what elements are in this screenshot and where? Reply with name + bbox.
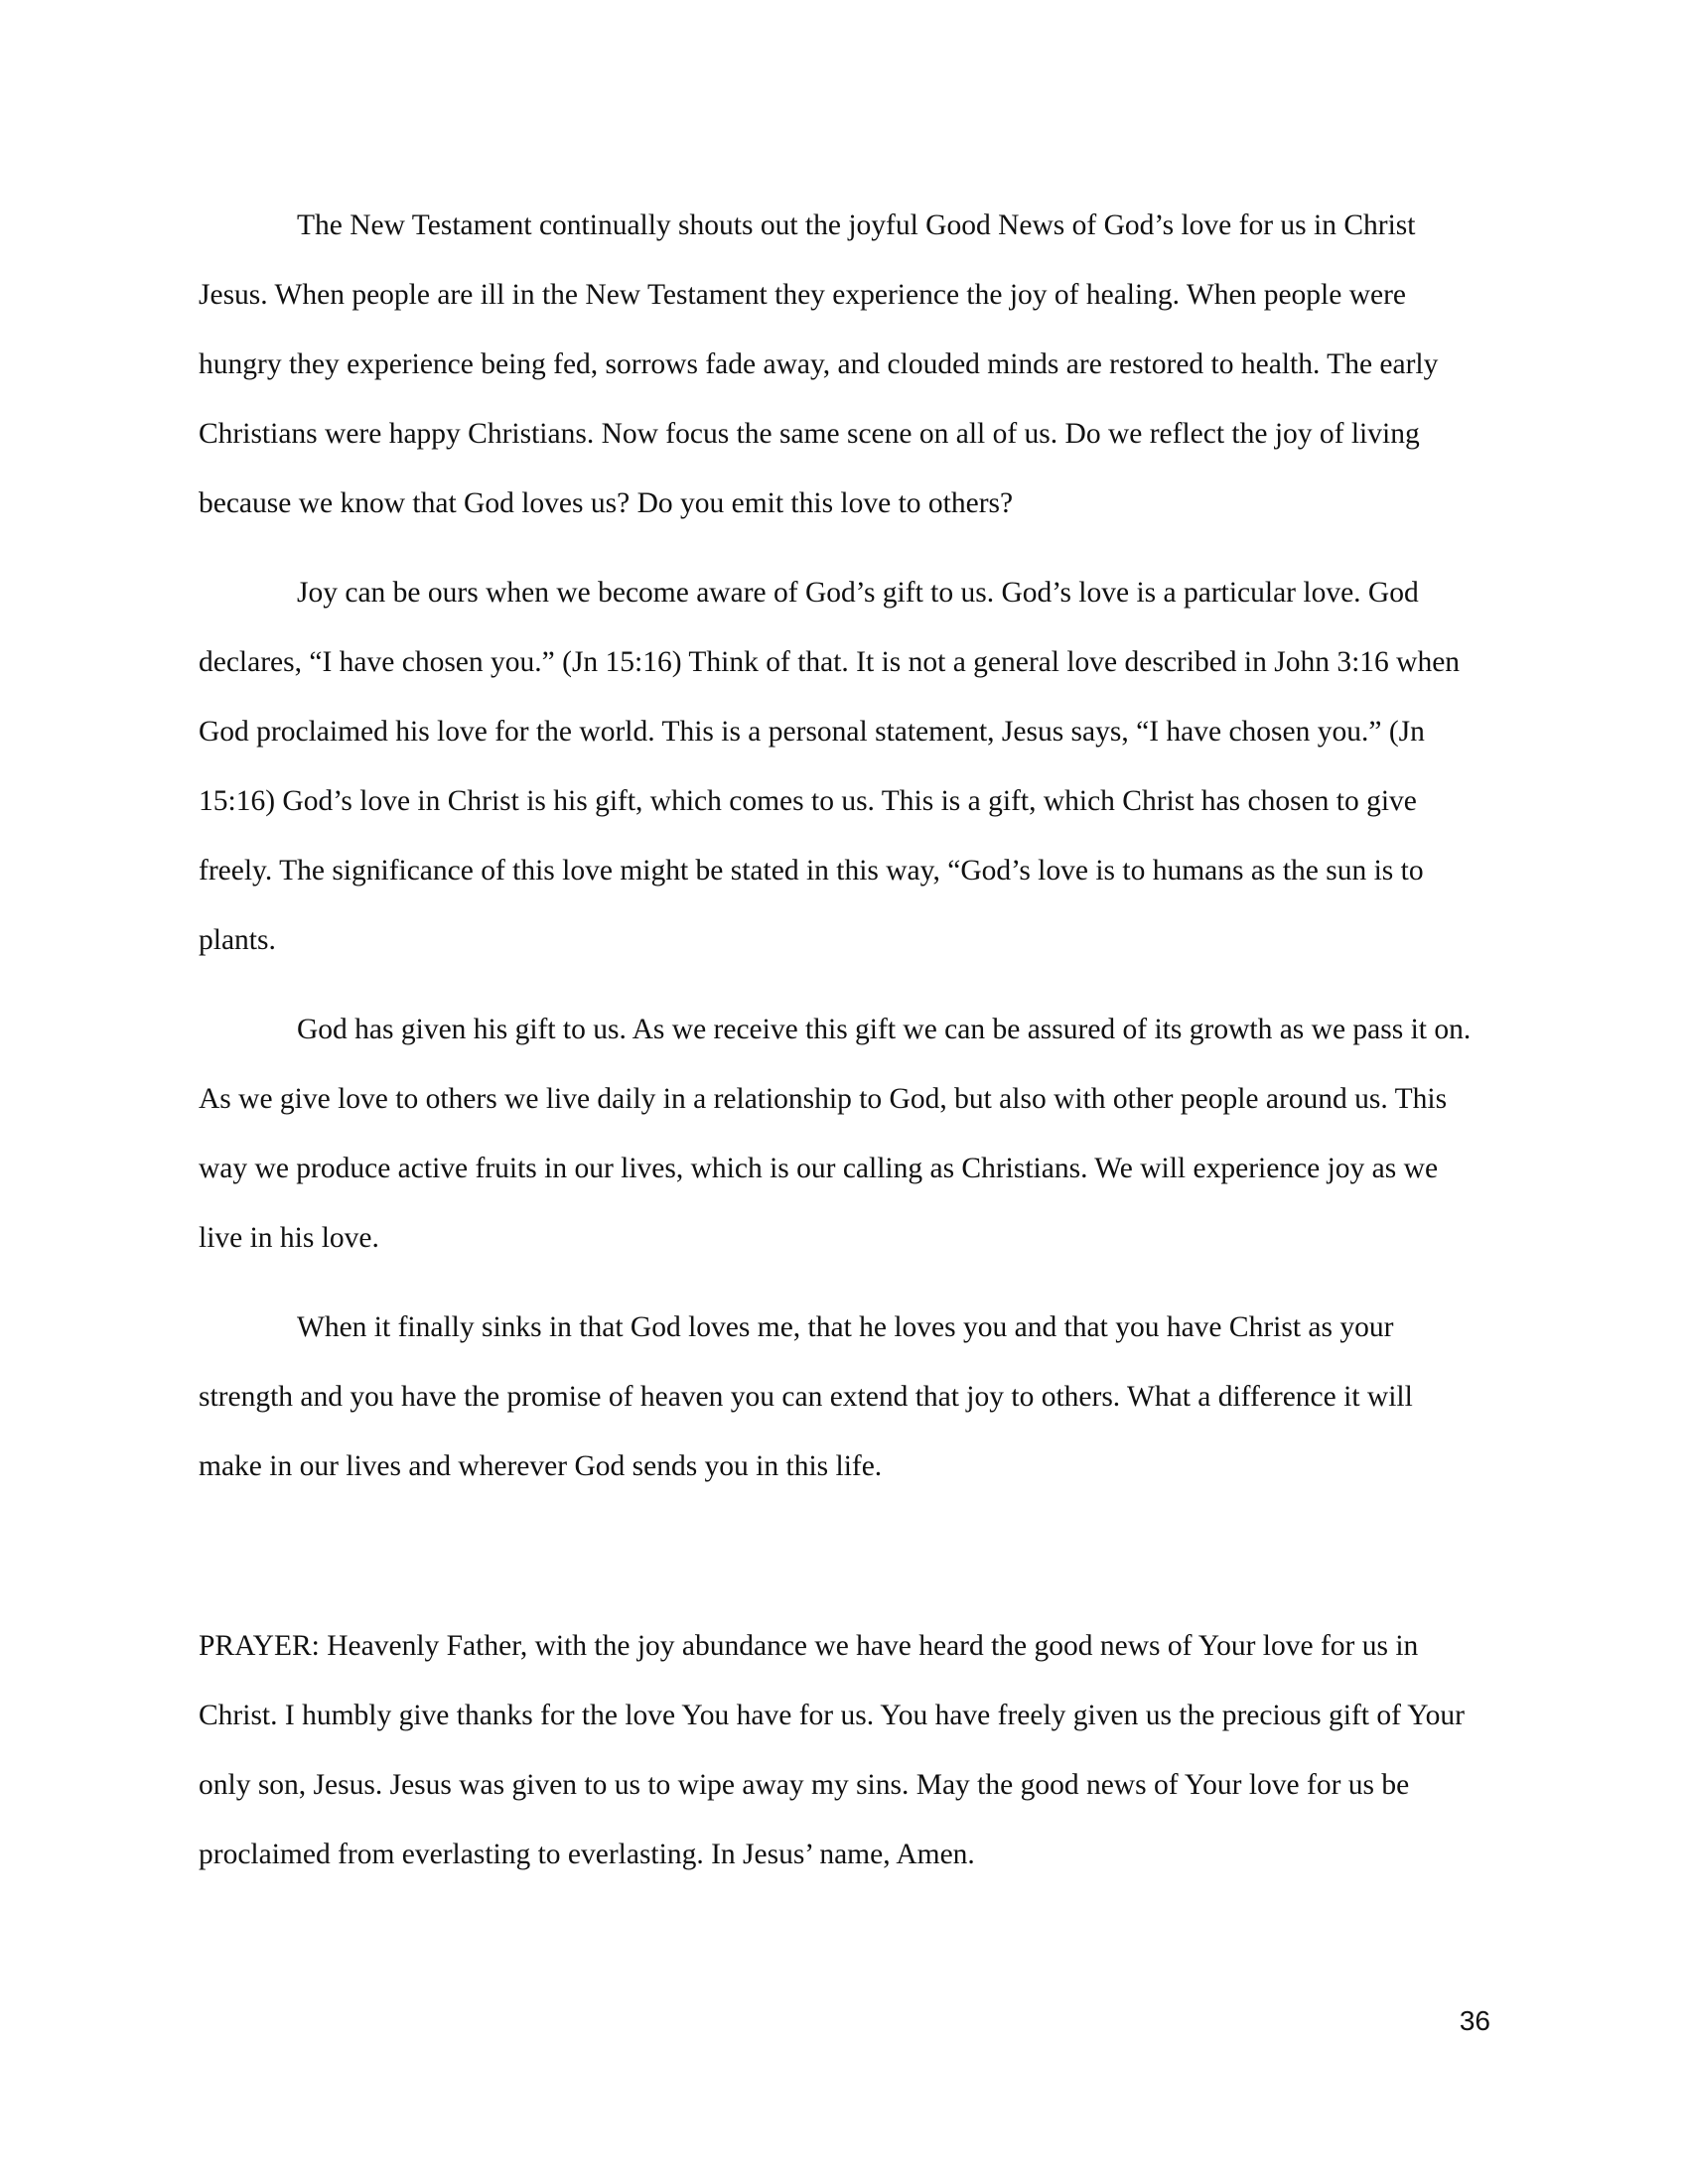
page-number: 36: [1459, 2005, 1490, 2036]
paragraph-3: God has given his gift to us. As we receive this gift we can be assured of its growth as we pass it on. As we give love to others we live daily in a relationship to God, but also with other people around us. This way we produce active fruits in our lives, which is our calling as Christians. We will experience joy as we live in his love.: [199, 1014, 1472, 1254]
paragraph-4: When it finally sinks in that God loves me, that he loves you and that you have Christ as your strength and you have the promise of heaven you can extend that joy to others. What a difference it will make in our lives and wherever God sends you in this life.: [199, 1311, 1413, 1482]
paragraph-1: The New Testament continually shouts out the joyful Good News of God’s love for us in Christ Jesus. When people are ill in the New Testament they experience the joy of healing. When people were hungry they experience being fed, sorrows fade away, and clouded minds are restored to health. The early Christians were happy Christians. Now focus the same scene on all of us. Do we reflect the joy of living because we know that God loves us? Do you emit this love to others?: [199, 209, 1439, 519]
document-body: [199, 191, 1479, 1521]
prayer-paragraph: PRAYER: Heavenly Father, with the joy abundance we have heard the good news of Your love for us in Christ. I humbly give thanks for the love You have for us. You have freely given us the precious gift of Your only son, Jesus. Jesus was given to us to wipe away my sins. May the good news of Your love for us be proclaimed from everlasting to everlasting. In Jesus’ name, Amen.: [199, 1630, 1465, 1870]
paragraph-2: Joy can be ours when we become aware of God’s gift to us. God’s love is a particular love. God declares, “I have chosen you.” (Jn 15:16) Think of that. It is not a general love described in John 3:16 when God proclaimed his love for the world. This is a personal statement, Jesus says, “I have chosen you.” (Jn 15:16) God’s love in Christ is his gift, which comes to us. This is a gift, which Christ has chosen to give freely. The significance of this love might be stated in this way, “God’s love is to humans as the sun is to plants.: [199, 577, 1461, 956]
